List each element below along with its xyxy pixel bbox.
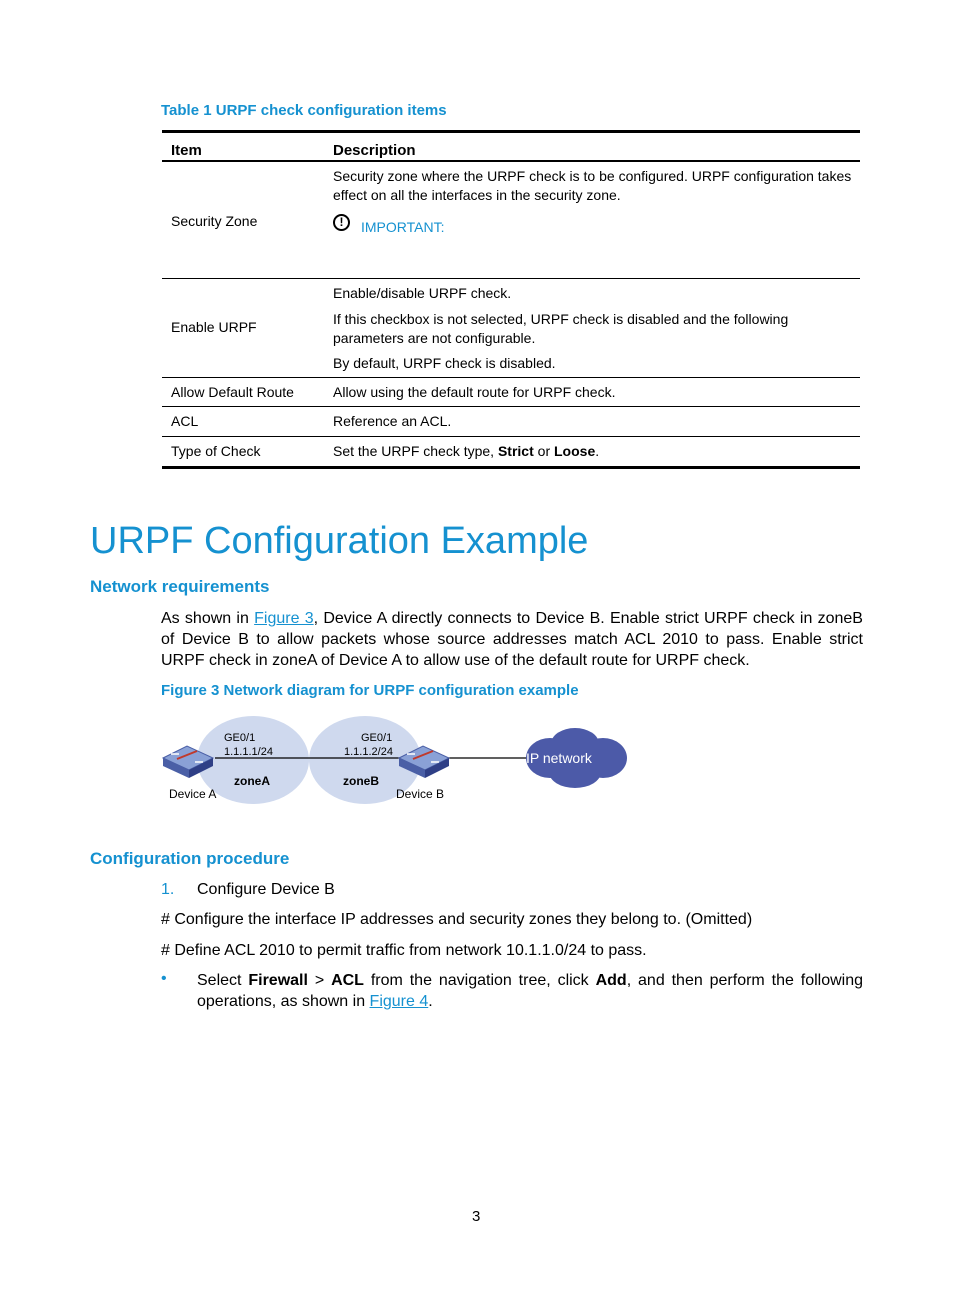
step-text: Configure Device B xyxy=(197,881,335,898)
network-requirements-paragraph: As shown in Figure 3, Device A directly connects to Device B. Enable strict URPF check in zoneB of Device B to allow packets whose source addresses match ACL 2010 to pass. Enable strict URPF check in zoneA of Device A to allow use of the default route for URPF check. xyxy=(161,610,863,669)
table-cell-item: ACL xyxy=(171,413,199,429)
important-icon: ! xyxy=(333,214,350,231)
table-cell-item: Allow Default Route xyxy=(171,384,294,400)
table-caption: Table 1 URPF check configuration items xyxy=(161,102,447,119)
table-cell-desc: Security zone where the URPF check is to be configured. URPF configuration takes effect on all the interfaces in the security zone. xyxy=(333,168,852,203)
zone-b-label: zoneB xyxy=(343,774,379,788)
step-number: 1. xyxy=(161,881,175,898)
section-title-configuration-procedure: Configuration procedure xyxy=(90,849,290,868)
config-line-1: # Configure the interface IP addresses and security zones they belong to. (Omitted) xyxy=(161,911,753,928)
device-a-label: Device A xyxy=(169,787,217,801)
table-header-rule xyxy=(162,160,860,162)
table-row-rule xyxy=(162,278,860,279)
zone-a-label: zoneA xyxy=(234,774,270,788)
table-cell-desc: Enable/disable URPF check. xyxy=(333,285,512,301)
table-header-item: Item xyxy=(171,142,202,159)
page-number: 3 xyxy=(472,1208,481,1225)
table-bottom-rule xyxy=(162,466,860,469)
network-diagram xyxy=(155,710,635,810)
section-title-network-requirements: Network requirements xyxy=(90,577,270,596)
table-cell-desc: Allow using the default route for URPF check. xyxy=(333,384,616,400)
ip-a-label: 1.1.1.1/24 xyxy=(224,746,273,758)
figure-caption: Figure 3 Network diagram for URPF configuration example xyxy=(161,682,579,699)
important-label: IMPORTANT: xyxy=(361,219,445,235)
ip-b-label: 1.1.1.2/24 xyxy=(344,746,393,758)
table-cell-desc: By default, URPF check is disabled. xyxy=(333,355,556,371)
bullet-icon: • xyxy=(161,970,167,987)
table-cell-desc: If this checkbox is not selected, URPF check is disabled and the following parameters are not configurable. xyxy=(333,311,789,346)
table-cell-item: Security Zone xyxy=(171,213,258,229)
table-top-rule xyxy=(162,130,860,133)
table-cell-desc: Reference an ACL. xyxy=(333,413,452,429)
config-line-2: # Define ACL 2010 to permit traffic from network 10.1.1.0/24 to pass. xyxy=(161,942,647,959)
interface-a-label: GE0/1 xyxy=(224,732,256,744)
bullet-paragraph: Select Firewall > ACL from the navigation tree, click Add, and then perform the following operations, as shown in Figure 4. xyxy=(197,972,864,1010)
table-row-rule xyxy=(162,377,860,378)
figure-3-link[interactable]: Figure 3 xyxy=(254,610,314,627)
interface-b-label: GE0/1 xyxy=(361,732,393,744)
table-header-description: Description xyxy=(333,142,416,159)
device-b-label: Device B xyxy=(396,787,445,801)
table-row-rule xyxy=(162,436,860,437)
table-cell-desc: Set the URPF check type, Strict or Loose. xyxy=(333,443,600,459)
table-cell-item: Type of Check xyxy=(171,443,261,459)
table-cell-item: Enable URPF xyxy=(171,319,257,335)
figure-4-link[interactable]: Figure 4 xyxy=(369,993,429,1010)
cloud-label: IP network xyxy=(526,750,592,766)
page-heading: URPF Configuration Example xyxy=(90,520,589,562)
table-row-rule xyxy=(162,406,860,407)
